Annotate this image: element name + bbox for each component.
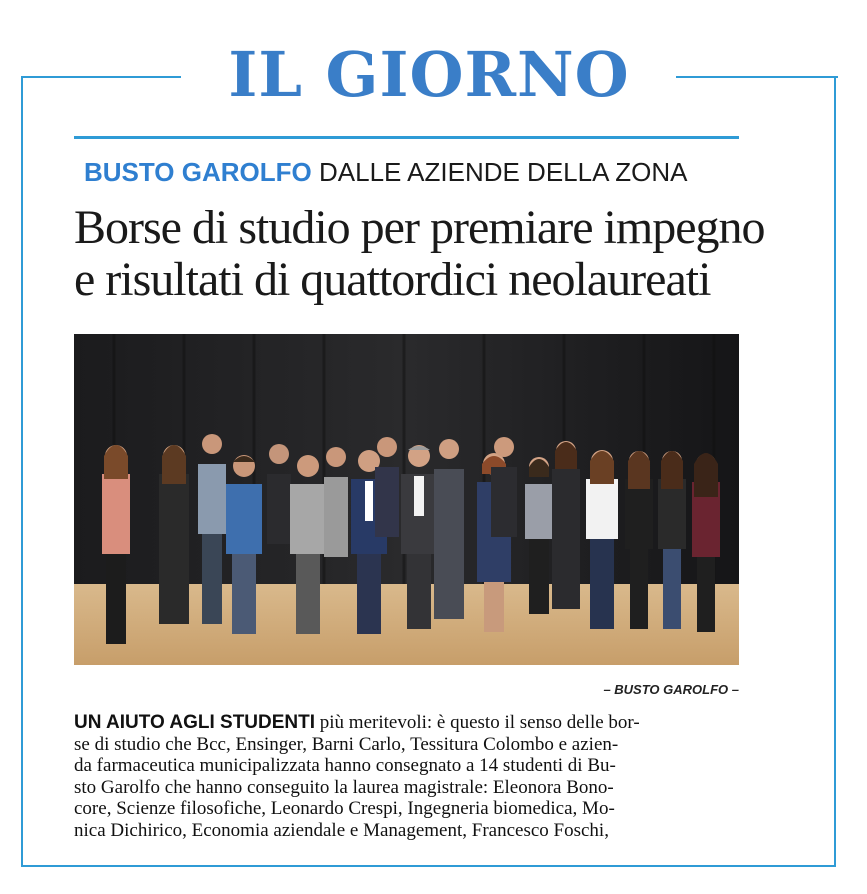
headline-rule xyxy=(74,136,739,139)
body-line-6: nica Dichirico, Economia aziendale e Management, Francesco Foschi, xyxy=(74,819,609,841)
group-photo xyxy=(74,334,739,665)
article-headline xyxy=(74,201,765,306)
body-line-1 xyxy=(74,712,739,734)
body-line-2: se di studio che Bcc, Ensinger, Barni Carlo, Tessitura Colombo e azien- xyxy=(74,733,619,755)
body-line-3: da farmaceutica municipalizzata hanno consegnato a 14 studenti di Bu- xyxy=(74,755,616,776)
article-dateline: – BUSTO GAROLFO – xyxy=(603,682,739,697)
headline-line-2: e risultati di quattordici neolaureati xyxy=(74,253,711,306)
headline-line-1: Borse di studio per premiare impegno xyxy=(74,201,765,254)
newspaper-masthead: IL GIORNO xyxy=(228,38,630,111)
body-line-1-text: più meritevoli: è questo il senso delle bor- xyxy=(315,712,640,733)
body-line-5: core, Scienze filosofiche, Leonardo Crespi, Ingegneria biomedica, Mo- xyxy=(74,798,615,819)
kicker-topic: DALLE AZIENDE DELLA ZONA xyxy=(318,157,688,187)
article-body xyxy=(74,712,739,841)
body-lead: UN AIUTO AGLI STUDENTI xyxy=(74,712,316,733)
section-kicker xyxy=(84,156,744,188)
body-line-4: sto Garolfo che hanno conseguito la laurea magistrale: Eleonora Bono- xyxy=(74,776,614,798)
kicker-place: BUSTO GAROLFO xyxy=(84,157,312,187)
